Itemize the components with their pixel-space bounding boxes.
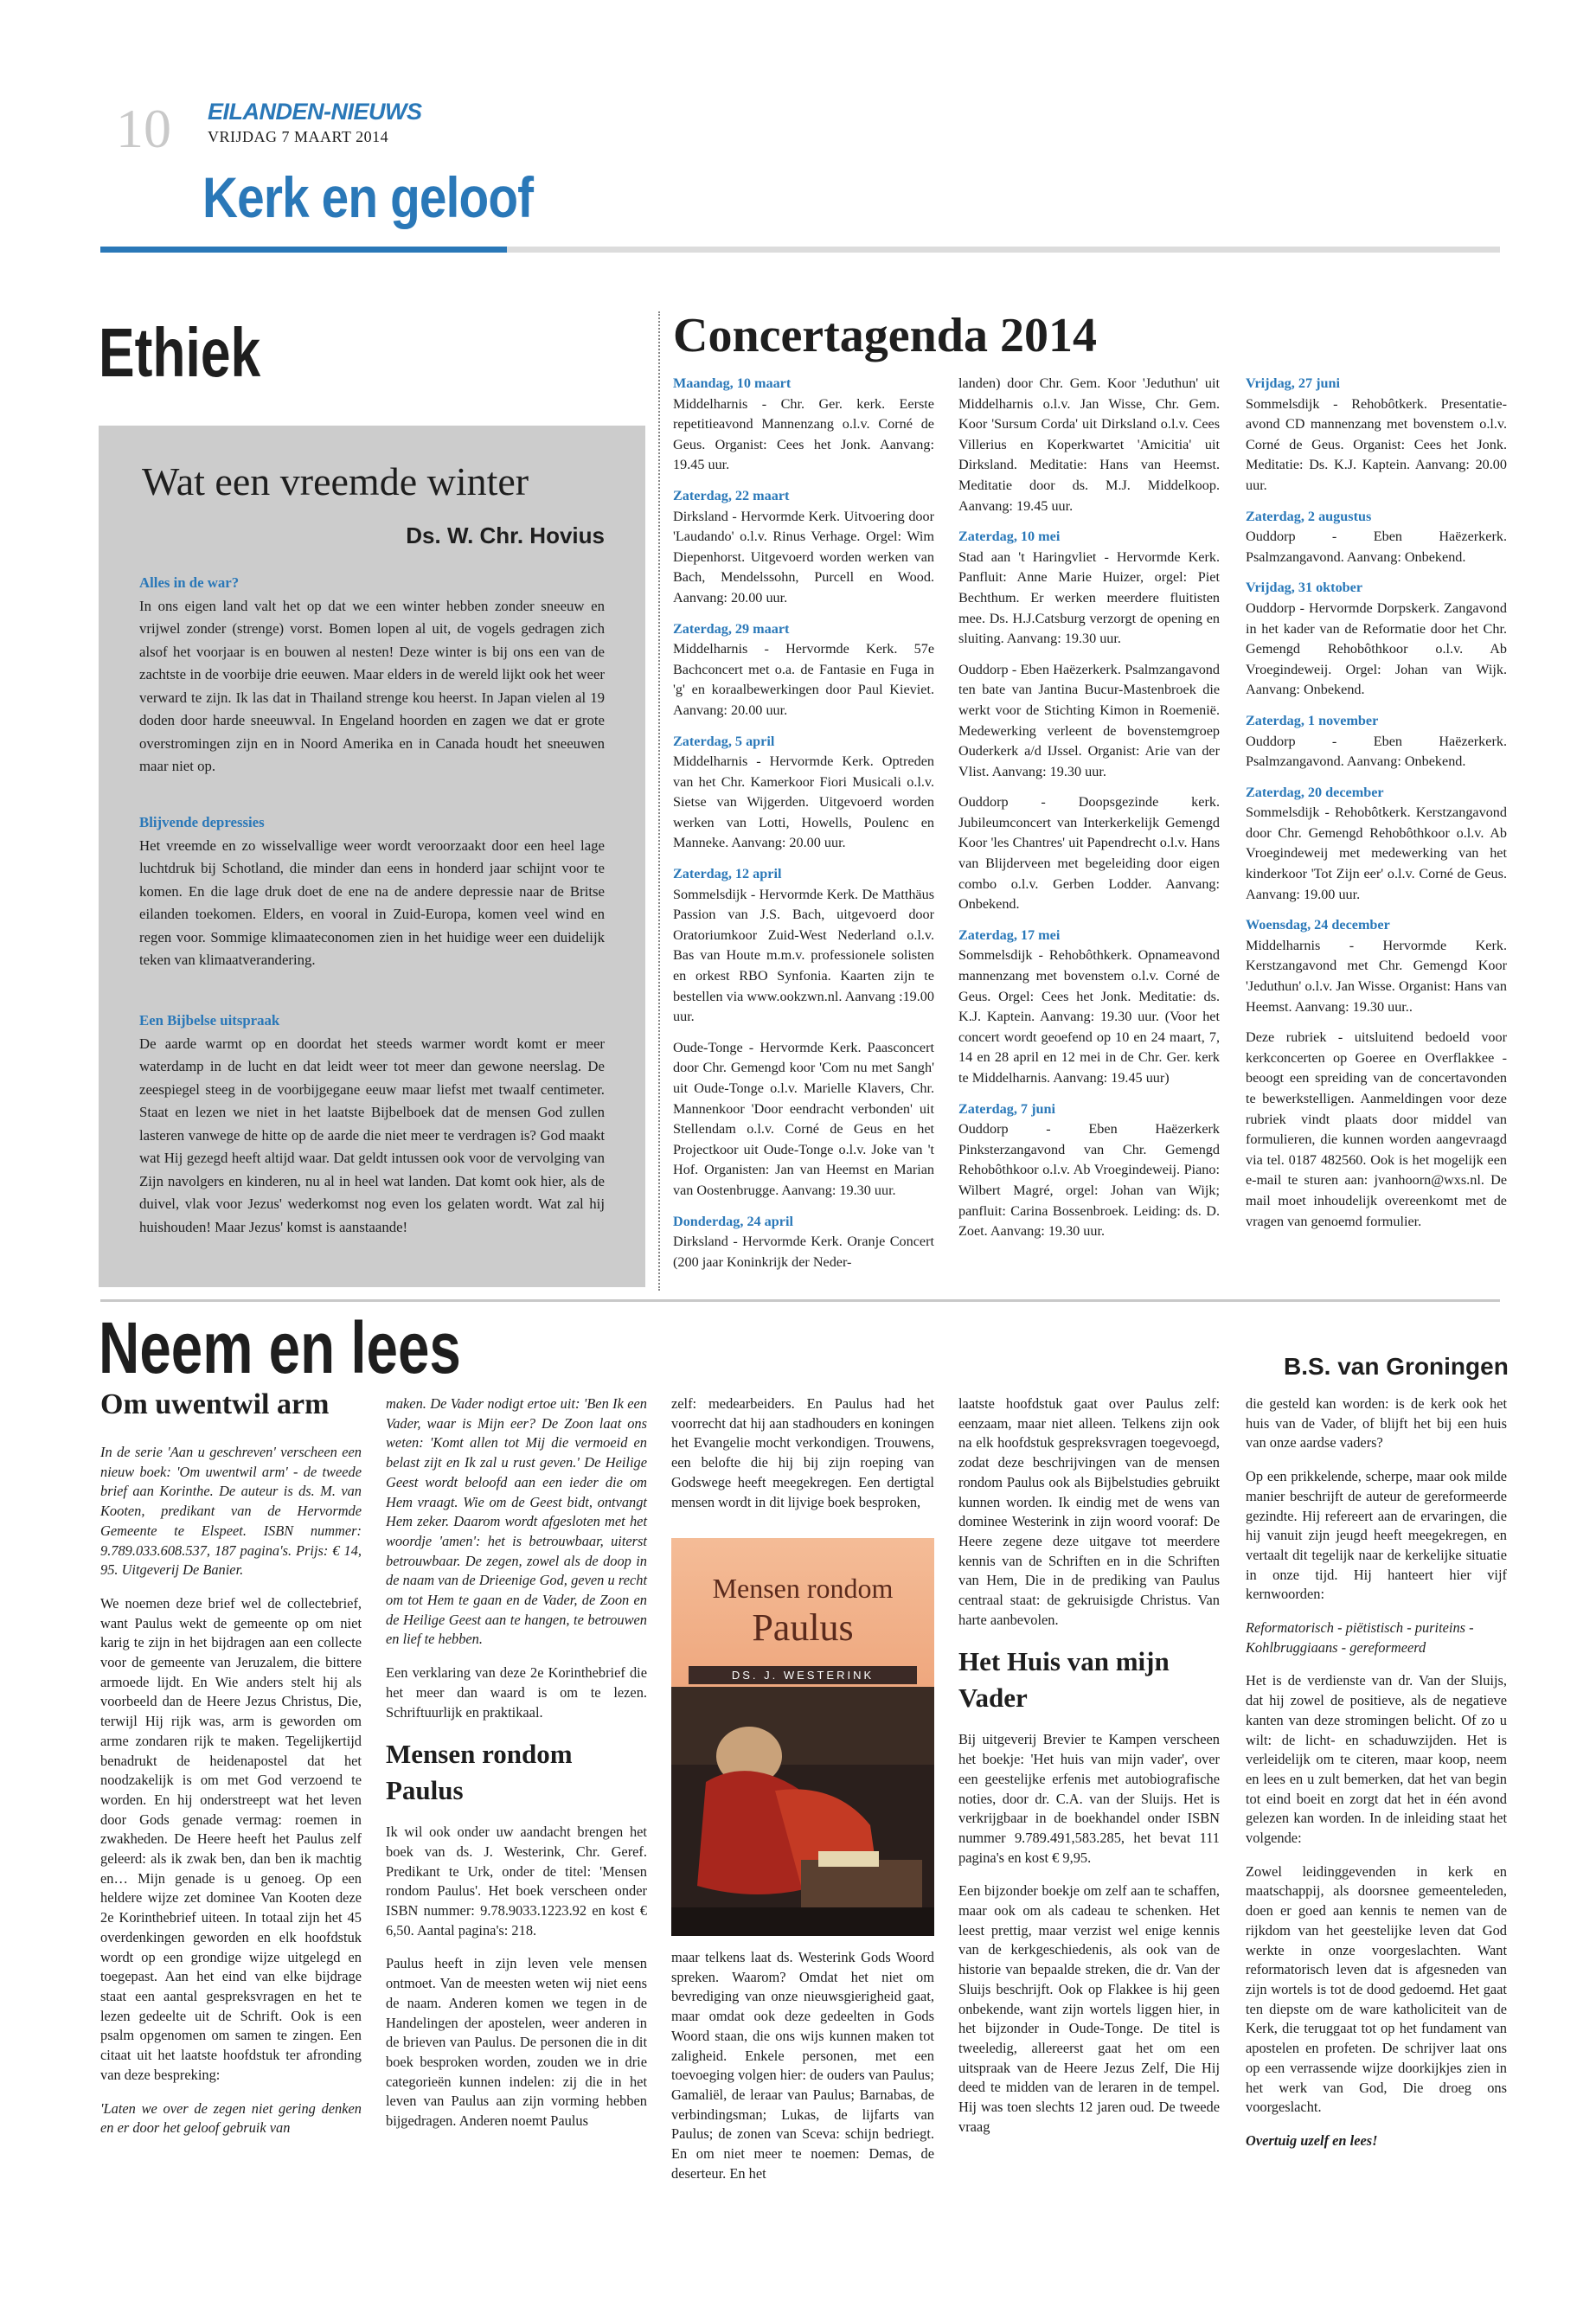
review-paragraph: Het is de verdienste van dr. Van der Sluijs, dat hij zowel de positieve, als de negatieve kanten van deze stromingen belicht. Of zo u wilt: de licht- en schaduwzijden. Het is verleidelijk om te citeren, maar koop, neem en lees en u zult bemerken, dat het van begin tot eind boeit en zorgt dat het in één avond gelezen kan worden. In de inleiding staat het volgende: [1246,1672,1507,1847]
concert-date: Zaterdag, 17 mei [958,926,1061,943]
review-paragraph: We noemen deze brief wel de collectebrief, want Paulus wekt de gemeente op om niet karig te zijn in het bijdragen aan een collecte voor de gemeente van Jeruzalem, die bittere armoede lijdt. En Wie anders stelt hij als voorbeeld dan de Heere Jezus Christus, Die, terwijl Hij rijk was, arm is geworden om arme zondaren rijk te maken. Tegelijkertijd benadrukt de heidenapostel dat het noodzakelijk is om met God verzoend te worden. En hij onderstreept wat het leven door Gods genade vermag: roemen in zwakheden. De Heere heeft het Paulus zelf geleerd: als ik zwak ben, dan ben ik machtig en… Mijn genade is u genoeg. Op een heldere wijze zet dominee Van Kooten deze 2e Korinthebrief uiteen. In totaal zijn het 45 overdenkingen geworden en elk hoofdstuk wordt op een grondige wijze uitgelegd en toegepast. Aan het eind van elke bijdrage staat een aantal gespreksvragen en het te lezen gedeelte uit de Schrift. Ook is een psalm opgenomen om samen te zingen. Een citaat uit het laatste hoofdstuk ter afronding van deze bespreking: [100,1594,362,2083]
concert-date: Zaterdag, 1 november [1246,712,1379,728]
review-subtitle: Het Huis van mijn Vader [958,1646,1170,1714]
concert-date: Zaterdag, 10 mei [958,529,1061,545]
book-cover-title-1: Mensen rondom [712,1573,894,1604]
concert-text: Oude-Tonge - Hervormde Kerk. Paasconcert door Chr. Gemengd koor 'Com nu met Sangh' uit Oude-Tonge o.l.v. Marielle Klavers, Chr. Mannenkoor 'Door eendracht verbonden' uit Stellendam o.l.v. Corné de Geus en het Projectkoor uit Oude-Tonge o.l.v. Joke van 't Hof. Organisten: Jan van Heemst en Marian van Oostenbrugge. Aanvang: 19.30 uur. [673,1039,934,1198]
concert-entry [958,926,1220,1089]
concert-text: Middelharnis - Hervormde Kerk. Optreden van het Chr. Kamerkoor Fiori Musicali o.l.v. Sietse van Wijgerden. Uitgevoerd worden werken van Lotti, Howells, Poulenc en Manneke. Aanvang: 20.00 uur. [673,753,934,851]
column-divider [658,311,660,1291]
section-title: Kerk en geloof [202,165,534,229]
review-column-1 [100,1443,362,2152]
concert-entry [673,374,934,476]
review-paragraph: Paulus heeft in zijn leven vele mensen ontmoet. Van de meesten weten wij niet eens de naam. Anderen komen we tegen in de Handelingen der apostelen, weer anderen in de brieven van Paulus. De personen die in dit boek besproken worden, zouden we in drie categorieën kunnen indelen: zij die in het leven van Paulus aan zijn vorming hebben bijgedragen. Anderen noemt Paulus [386,1955,647,2130]
review-paragraph: maar telkens laat ds. Westerink Gods Woord spreken. Waarom? Omdat het niet om bevrediging van onze nieuwsgierigheid gaat, maar omdat ook deze gedeelten in Gods Woord staan, die ons wijs kunnen maken tot zaligheid. Enkele personen, met een toevoeging volgen hier: de ouders van Paulus; Gamaliël, de leraar van Paulus; Barnabas, de verbindingsman; Lukas, de lijfarts van Paulus; de zonen van Sceva: schijn bedriegt. En om niet meer te noemen: Demas, de deserteur. En het [671,1949,934,2182]
concert-date: Zaterdag, 2 augustus [1246,508,1372,524]
ethiek-paragraph: Het vreemde en zo wisselvallige weer wordt veroorzaakt door een heel lage luchtdruk bij Schotland, die minder dan eens in honderd jaar schijnt voor te komen. En die lage druk doet de ene na de andere depressie naar de Britse eilanden toekomen. Elders, en vooral in Zuid-Europa, komen veel wind en regen voor. Sommige klimaateconomen zien in het huidige weer een duidelijk teken van klimaatverandering. [139,836,605,968]
top-divider-accent [100,247,507,253]
ethiek-section [139,572,605,779]
concert-entry [673,732,934,855]
review-paragraph: Bij uitgeverij Brevier te Kampen verscheen het boekje: 'Het huis van mijn vader', over een geestelijke erfenis met autobiografische noties, door dr. C.A. van der Sluijs. Het is verkrijgbaar in de boekhandel onder ISBN nummer 9.789.491,583.285, het bevat 111 pagina's en kost € 9,95. [958,1731,1220,1866]
concert-date: Zaterdag, 7 juni [958,1100,1055,1117]
concert-entry [958,374,1220,516]
concert-entry [1246,578,1507,701]
newspaper-logo: EILANDEN-NIEUWS [208,99,422,125]
review-column-3-top [671,1394,934,1526]
concert-text: Ouddorp - Eben Haëzerkerk. Psalmzangavond ten bate van Jantina Bucur-Mastenbroek die werkt voor de Stichting Kimon in Roemenië. Medewerking verleent de bovenstemgroep Ouderkerk a/d IJssel. Organist: Arie van der Vlist. Aanvang: 19.30 uur. [958,661,1220,779]
concert-entry [1246,711,1507,772]
review-paragraph: Zowel leidinggevenden in kerk en maatschappij, als doorsnee gemeenteleden, doen er goed aan kennis te nemen van de rijkdom van het geestelijke leven dat God werkte in onze voorgeslachten. Want reformatorisch leven dat is afgesneden van zijn wortels is tot de dood gedoemd. Het gaat ten diepste om de ware katholiciteit van de Kerk, die teruggaat tot op het fundament van apostelen en profeten. De schrijver laat ons op een verrassende wijze doorkijkjes zien in het werk van God, Die droeg ons voorgeslacht. [1246,1862,1507,2116]
book-cover-image [671,1538,934,1936]
concert-entry [958,660,1220,783]
keywords: Reformatorisch - piëtistisch - puriteins - Kohlbruggiaans - gereformeerd [1246,1619,1474,1656]
review-quote: maken. De Vader nodigt ertoe uit: 'Ben Ik een Vader, waar is Mijn eer? De Zoon laat ons weten: 'Komt allen tot Mij die vermoeid en belast zijt en Ik zal u rust geven.' De Heilige Geest wordt beloofd aan een ieder die om Hem vraagt. Wie om de Geest bidt, ontvangt Hem zeker. Daarom wordt afgesloten met het woordje 'amen': het is betrouwbaar, uiterst betrouwbaar. De zegen, zowel als de doop in de naam van de Drieenige God, geven u recht om tot Hem te gaan en de Vader, de Zoon en de Heilige Geest aan te hangen, te betrouwen en lief te hebben. [386,1395,647,1648]
review-column-3-bottom [671,1948,934,2197]
ethiek-section [139,1009,605,1239]
concert-text: Sommelsdijk - Rehobôthkerk. Opnameavond mannenzang met bovenstem o.l.v. Corné de Geus. Orgel: Cees het Jonk. Meditatie: ds. K.J. Kaptein. Aanvang: 19.30 uur. (Voor het concert wordt geoefend op 10 en 24 maart, 7, 14 en 28 april en 12 mei in de Chr. Ger. kerk te Middelharnis. Aanvang: 19.45 uur) [958,947,1220,1086]
review-column-2 [386,1394,647,2145]
concert-date: Zaterdag, 22 maart [673,487,790,503]
ethiek-heading: Ethiek [99,314,261,391]
concert-entry [1246,507,1507,568]
ethiek-subtitle: Een Bijbelse uitspraak [139,1012,280,1029]
concert-entry [1246,915,1507,1017]
concert-text: Middelharnis - Hervormde Kerk. Kerstzangavond met Chr. Gemengd Koor 'Jeduthun' o.l.v. Jan Wisse. Organist: Hans van Heemst. Aanvang: 19.30 uur.. [1246,937,1507,1015]
concert-date: Vrijdag, 31 oktober [1246,580,1363,596]
concert-entry [1246,783,1507,906]
neem-en-lees-author: B.S. van Groningen [1284,1353,1509,1380]
review-column-4 [958,1394,1220,2151]
review-paragraph: die gesteld kan worden: is de kerk ook het huis van de Vader, of blijft het bij een huis van onze aardse vaders? [1246,1395,1507,1452]
concert-entry [1246,374,1507,497]
concert-entry [673,486,934,609]
ethiek-section [139,811,605,972]
neem-en-lees-heading: Neem en lees [99,1307,461,1388]
concert-text: Ouddorp - Eben Haëzerkerk Pinksterzangavond van Chr. Gemengd Rehobôthkoor o.l.v. Ab Vroegindeweij. Piano: Wilbert Magré, orgel: Johan van Wijk; panfluit: Carina Bossenbroek. Leiding: ds. D. Zoet. Aanvang: 19.30 uur. [958,1121,1220,1240]
concert-date: Zaterdag, 12 april [673,866,782,882]
concert-text: Sommelsdijk - Rehobôtkerk. Presentatie-avond CD mannenzang met bovenstem o.l.v. Corné de Geus. Organist: Cees het Jonk. Meditatie: Ds. K.J. Kaptein. Aanvang: 20.00 uur. [1246,395,1507,493]
review-paragraph: Ik wil ook onder uw aandacht brengen het boek van ds. J. Westerink, Chr. Geref. Predikant te Urk, onder de titel: 'Mensen rondom Paulus'. Het boek verscheen onder ISBN nummer: 9.78.9033.1223.92 en kost € 6,50. Aantal pagina's: 218. [386,1823,647,1939]
concert-date: Donderdag, 24 april [673,1213,793,1229]
review-subtitle: Mensen rondom Paulus [386,1739,573,1806]
book-intro: In de serie 'Aan u geschreven' verscheen een nieuw boek: 'Om uwentwil arm' - de tweede brief aan Korinthe. De auteur is ds. M. van Kooten, predikant van de Hervormde Gemeente te Elspeet. ISBN nummer: 9.789.033.608.537, 187 pagina's. Prijs: € 14, 95. Uitgeverij De Banier. [100,1444,362,1579]
concert-entry [958,527,1220,650]
concert-text: Sommelsdijk - Hervormde Kerk. De Matthäus Passion van J.S. Bach, uitgevoerd door Oratoriumkoor Zuid-West Nederland o.l.v. Bas van Houte m.m.v. professionele solisten en orkest RBO Synfonia. Kaarten zijn te bestellen via www.ookzwn.nl. Aanvang :19.00 uur. [673,886,934,1025]
review-paragraph: Een bijzonder boekje om zelf aan te schaffen, maar ook om als cadeau te schenken. Het leest prettig, maar verzist wel enige kennis van de kerkgeschiedenis, als ook van de historie van bepaalde streken, die dr. Van der Sluijs beschrijft. Ook op Flakkee is hij geen onbekende, want zijn wortels liggen hier, in het bijzonder in Oude-Tonge. De titel is tweeledig, allereerst gaat het om een uitspraak van de Heere Jezus Zelf, Die Hij deed te midden van de leraren in de tempel. Hij was toen slechts 12 jaren oud. De tweede vraag [958,1882,1220,2135]
concert-text: Ouddorp - Eben Haëzerkerk. Psalmzangavond. Aanvang: Onbekend. [1246,733,1507,770]
concert-entry [958,1099,1220,1242]
closing-line: Overtuig uzelf en lees! [1246,2131,1378,2149]
concert-text: Dirksland - Hervormde Kerk. Oranje Concert (200 jaar Koninkrijk der Neder- [673,1234,934,1270]
concert-text: Middelharnis - Hervormde Kerk. 57e Bachconcert met o.a. de Fantasie en Fuga in 'g' en koraalbewerkingen door Paul Kieviet. Aanvang: 20.00 uur. [673,641,934,718]
ethiek-subtitle: Alles in de war? [139,574,240,591]
concert-date: Zaterdag, 5 april [673,733,775,749]
review-column-5 [1246,1394,1507,2165]
ethiek-title: Wat een vreemde winter [142,459,529,503]
concert-date: Zaterdag, 20 december [1246,784,1384,800]
concert-entry [673,864,934,1028]
page-number: 10 [116,98,171,159]
concert-text: Middelharnis - Chr. Ger. kerk. Eerste repetitieavond Mannenzang o.l.v. Corné de Geus. Organist: Cees het Jonk. Aanvang: 19.45 uur. [673,395,934,473]
concert-text: Ouddorp - Hervormde Dorpskerk. Zangavond in het kader van de Reformatie door het Chr. Gemengd Rehobôthkoor o.l.v. Ab Vroegindeweij. Orgel: Johan van Wijk. Aanvang: Onbekend. [1246,599,1507,698]
concert-text: Ouddorp - Eben Haëzerkerk. Psalmzangavond. Aanvang: Onbekend. [1246,529,1507,565]
concert-text: Stad aan 't Haringvliet - Hervormde Kerk. Panfluit: Anne Marie Huizer, orgel: Piet Bechthum. Er werken meerdere fluitisten mee. Ds. H.J.Catsburg verzorgt de opening en sluiting. Aanvang: 19.30 uur. [958,548,1220,647]
concert-entry [673,619,934,721]
ethiek-paragraph: De aarde warmt op en doordat het steeds warmer wordt komt er meer waterdamp in de lucht en dat leidt weer tot meer dan gewone neerslag. De zeespiegel steeg in de voorbijgegane eeuw maar liefst met twaalf centimeter. Staat en lezen we niet in het laatste Bijbelboek dat de mensen God zullen lasteren vanwege de hitte op de aarde die niet meer te verdragen is? God maakt wat Hij gezegd heeft altijd waar. Dat geldt intussen ook voor de vervolging van Zijn navolgers en kinderen, nu al in heel wat landen. Dat komt ook hier, als de duivel, vlak voor Jezus' wederkomst nog even los gelaten wordt. Wat zal hij huishouden! Maar Jezus' komst is aanstaande! [139,1035,605,1235]
concert-heading: Concertagenda 2014 [673,309,1097,362]
middle-divider [100,1299,1500,1302]
concert-text: Deze rubriek - uitsluitend bedoeld voor kerkconcerten op Goeree en Overflakkee - beoogt een spreiding van de concertavonden te bewerkstelligen. Aanmeldingen voor deze rubriek vindt plaats door middel van formulieren, die kunnen worden aangevraagd via tel. 0187 482560. Ook is het mogelijk een e-mail te sturen aan: jvanhoorn@wxs.nl. De mail moet inhoudelijk overeenkomt met de vragen van genoemd formulier. [1246,1029,1507,1229]
book-cover-painting [671,1687,934,1936]
ethiek-author: Ds. W. Chr. Hovius [406,522,605,548]
concert-text: Dirksland - Hervormde Kerk. Uitvoering door 'Laudando' o.l.v. Rinus Verhage. Orgel: Wim Diepenhorst. Uitgevoerd worden werken van Bach, Mendelssohn, Purcell en Wood. Aanvang: 20.00 uur. [673,508,934,606]
concert-text: Ouddorp - Doopsgezinde kerk. Jubileumconcert van Interkerkelijk Gemengd Koor 'les Chantres' uit Papendrecht o.l.v. Hans van Blijderveen met begeleiding door eigen combo o.l.v. Gerben Lodder. Aanvang: Onbekend. [958,794,1220,913]
ethiek-paragraph: In ons eigen land valt het op dat we een winter hebben zonder sneeuw en vrijwel zonder (strenge) vorst. Bomen lopen al uit, de vogels gedragen zich alsof het voorjaar is en bouwen al nesten! Deze winter is bij ons een van de zachtste in de voorbije drie eeuwen. Maar elders in de wereld lijkt ook het weer verward te zijn. Ik las dat in Thailand strenge kou heerst. In Japan vielen al 19 doden door harde sneeuwval. In Engeland hoorden en zagen we dat er grote overstromingen zijn en in Noord Amerika en in Canada houdt het sneeuwen maar niet op. [139,597,605,774]
review-quote: 'Laten we over de zegen niet gering denken en er door het geloof gebruik van [100,2099,362,2137]
concert-entry [673,1038,934,1202]
review-paragraph: Op een prikkelende, scherpe, maar ook milde manier beschrijft de auteur de gereformeerde gezindte. Hij refereert aan de ervaringen, die hij vanuit zijn jeugd heeft meegekregen, en vertaalt dit tegelijk naar de kerkelijke situatie in onze tijd. Hij hanteert hier vijf kernwoorden: [1246,1468,1507,1603]
concert-date: Zaterdag, 29 maart [673,620,790,637]
concert-date: Maandag, 10 maart [673,375,792,391]
book-cover-title-2: Paulus [752,1606,854,1649]
concert-date: Woensdag, 24 december [1246,917,1390,933]
concert-text: landen) door Chr. Gem. Koor 'Jeduthun' uit Middelharnis o.l.v. Jan Wisse, Chr. Gem. Koor 'Sursum Corda' uit Dirksland o.l.v. Cees Villerius en Koperkwartet 'Amicitia' uit Dirksland. Meditatie: Hans van Heemst. Meditatie door ds. M.J. Middelkoop. Aanvang: 19.45 uur. [958,375,1220,514]
review-title: Om uwentwil arm [100,1388,330,1420]
book-cover-author: DS. J. WESTERINK [689,1666,917,1684]
review-paragraph: zelf: medearbeiders. En Paulus had het voorrecht dat hij aan stadhouders en koningen het Evangelie mocht verkondigen. Trouwens, een belofte die hij bij zijn roeping van Godswege heeft meegekregen. Een dertigtal mensen wordt in dit lijvige boek besproken, [671,1395,934,1510]
concert-entry [673,1212,934,1273]
publication-date: VRIJDAG 7 MAART 2014 [208,128,389,145]
concert-text: Sommelsdijk - Rehobôtkerk. Kerstzangavond door Chr. Gemengd Rehobôthkoor o.l.v. Ab Vroegindeweij met medewerking van het kinderkoor 'Tot Zijn eer' o.l.v. Corné de Geus. Aanvang: 19.00 uur. [1246,804,1507,902]
concert-column-2 [958,374,1220,1253]
concert-note [1246,1028,1507,1232]
concert-column-3 [1246,374,1507,1242]
concert-entry [958,792,1220,915]
concert-date: Vrijdag, 27 juni [1246,375,1340,391]
review-paragraph: Een verklaring van deze 2e Korinthebrief die het meer dan waard is om te lezen. Schriftuurlijk en praktikaal. [386,1664,647,1721]
review-paragraph: laatste hoofdstuk gaat over Paulus zelf: eenzaam, maar niet alleen. Telkens zijn ook na elk hoofdstuk gespreksvragen toegevoegd, zodat deze beschrijvingen van de mensen rondom Paulus ook als Bijbelstudies gebruikt kunnen worden. Ik eindig met de wens van dominee Westerink in zijn woord vooraf: De Heere zegene deze uitgave tot meerdere kennis van de Schriften en in die Schriften van Hem, Die in de prediking van Paulus centraal staat: de gekruisigde Christus. Van harte aanbevolen. [958,1395,1220,1628]
concert-column-1 [673,374,934,1283]
ethiek-subtitle: Blijvende depressies [139,814,265,830]
